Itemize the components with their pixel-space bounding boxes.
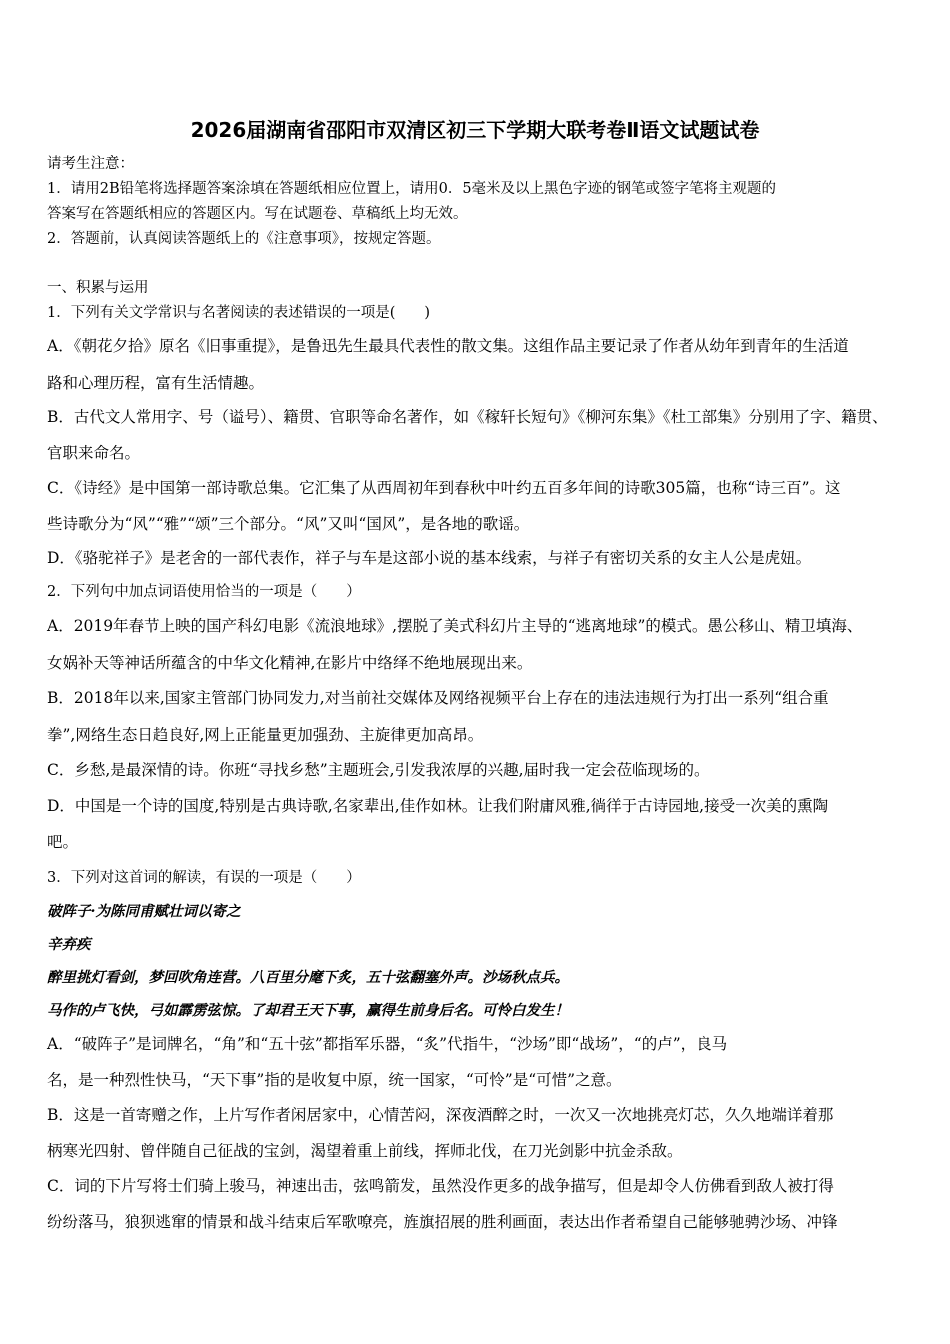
option-a-cont: 名，是一种烈性快马，“天下事”指的是收复中原，统一国家，“可怜”是“可惜”之意。 (47, 1071, 622, 1089)
option-b-cont: 拳”,网络生态日趋良好,网上正能量更加强劲、主旋律更加高昂。 (47, 726, 484, 744)
section-heading: 一、积累与运用 (47, 280, 149, 296)
page-title: 2026届湖南省邵阳市双清区初三下学期大联考卷Ⅱ语文试题试卷 (190, 118, 760, 142)
question-stem: 1．下列有关文学常识与名著阅读的表述错误的一项是( ) (47, 305, 431, 321)
option-b-cont: 官职来命名。 (47, 444, 141, 462)
question-stem: 3．下列对这首词的解读，有误的一项是（ ） (47, 870, 361, 886)
option-b: B．2018年以来,国家主管部门协同发力,对当前社交媒体及网络视频平台上存在的违法违规行为打出一系列“组合重 (47, 689, 829, 707)
notice-line: 2．答题前，认真阅读答题纸上的《注意事项》，按规定答题。 (47, 231, 441, 247)
option-b: B．这是一首寄赠之作，上片写作者闲居家中，心情苦闷，深夜酒醉之时，一次又一次地挑亮灯芯，久久地端详着那 (47, 1106, 834, 1124)
option-c: C．乡愁,是最深情的诗。你班“寻找乡愁”主题班会,引发我浓厚的兴趣,届时我一定会莅临现场的。 (47, 761, 710, 779)
option-c: C．《诗经》是中国第一部诗歌总集。它汇集了从西周初年到春秋中叶约五百多年间的诗歌305篇，也称“诗三百”。这 (47, 479, 841, 497)
option-b-cont: 柄寒光四射、曾伴随自己征战的宝剑，渴望着重上前线，挥师北伐，在刀光剑影中抗金杀敌。 (47, 1142, 683, 1160)
option-a: A．《朝花夕拾》原名《旧事重提》，是鲁迅先生最具代表性的散文集。这组作品主要记录了作者从幼年到青年的生活道 (47, 337, 849, 355)
poem-author: 辛弃疾 (47, 936, 91, 953)
poem-line: 马作的卢飞快，弓如霹雳弦惊。了却君王天下事，赢得生前身后名。可怜白发生！ (47, 1002, 569, 1019)
option-a-cont: 女娲补天等神话所蕴含的中华文化精神,在影片中络绎不绝地展现出来。 (47, 654, 533, 672)
option-a: A．“破阵子”是词牌名，“角”和“五十弦”都指军乐器，“炙”代指牛，“沙场”即“战场”，“的卢”，良马 (47, 1035, 728, 1053)
poem-title: 破阵子·为陈同甫赋壮词以寄之 (47, 903, 241, 920)
option-c-cont: 纷纷落马，狼狈逃窜的情景和战斗结束后军歌嘹亮，旌旗招展的胜利画面，表达出作者希望自己能够驰骋沙场、冲锋 (47, 1213, 838, 1231)
notice-line: 1．请用2B铅笔将选择题答案涂填在答题纸相应位置上，请用0．5毫米及以上黑色字迹的钢笔或签字笔将主观题的 (47, 181, 777, 197)
option-d: D．中国是一个诗的国度,特别是古典诗歌,名家辈出,佳作如林。让我们附庸风雅,徜徉于古诗园地,接受一次美的熏陶 (47, 797, 829, 815)
option-a-cont: 路和心理历程，富有生活情趣。 (47, 374, 265, 392)
option-d-cont: 吧。 (47, 833, 79, 851)
option-a: A．2019年春节上映的国产科幻电影《流浪地球》,摆脱了美式科幻片主导的“逃离地球”的模式。愚公移山、精卫填海、 (47, 617, 863, 635)
question-stem: 2．下列句中加点词语使用恰当的一项是（ ） (47, 584, 361, 600)
option-d: D．《骆驼祥子》是老舍的一部代表作，祥子与车是这部小说的基本线索，与祥子有密切关系的女主人公是虎妞。 (47, 549, 812, 567)
option-b: B．古代文人常用字、号（谥号）、籍贯、官职等命名著作，如《稼轩长短句》《柳河东集》《杜工部集》分别用了字、籍贯、 (47, 408, 888, 426)
option-c-cont: 些诗歌分为“风”“雅”“颂”三个部分。“风”又叫“国风”，是各地的歌谣。 (47, 515, 530, 533)
notice-heading: 请考生注意： (47, 156, 134, 172)
option-c: C．词的下片写将士们骑上骏马，神速出击，弦鸣箭发，虽然没作更多的战争描写，但是却令人仿佛看到敌人被打得 (47, 1177, 834, 1195)
poem-line: 醉里挑灯看剑，梦回吹角连营。八百里分麾下炙，五十弦翻塞外声。沙场秋点兵。 (47, 969, 569, 986)
notice-line: 答案写在答题纸相应的答题区内。写在试题卷、草稿纸上均无效。 (47, 206, 468, 222)
